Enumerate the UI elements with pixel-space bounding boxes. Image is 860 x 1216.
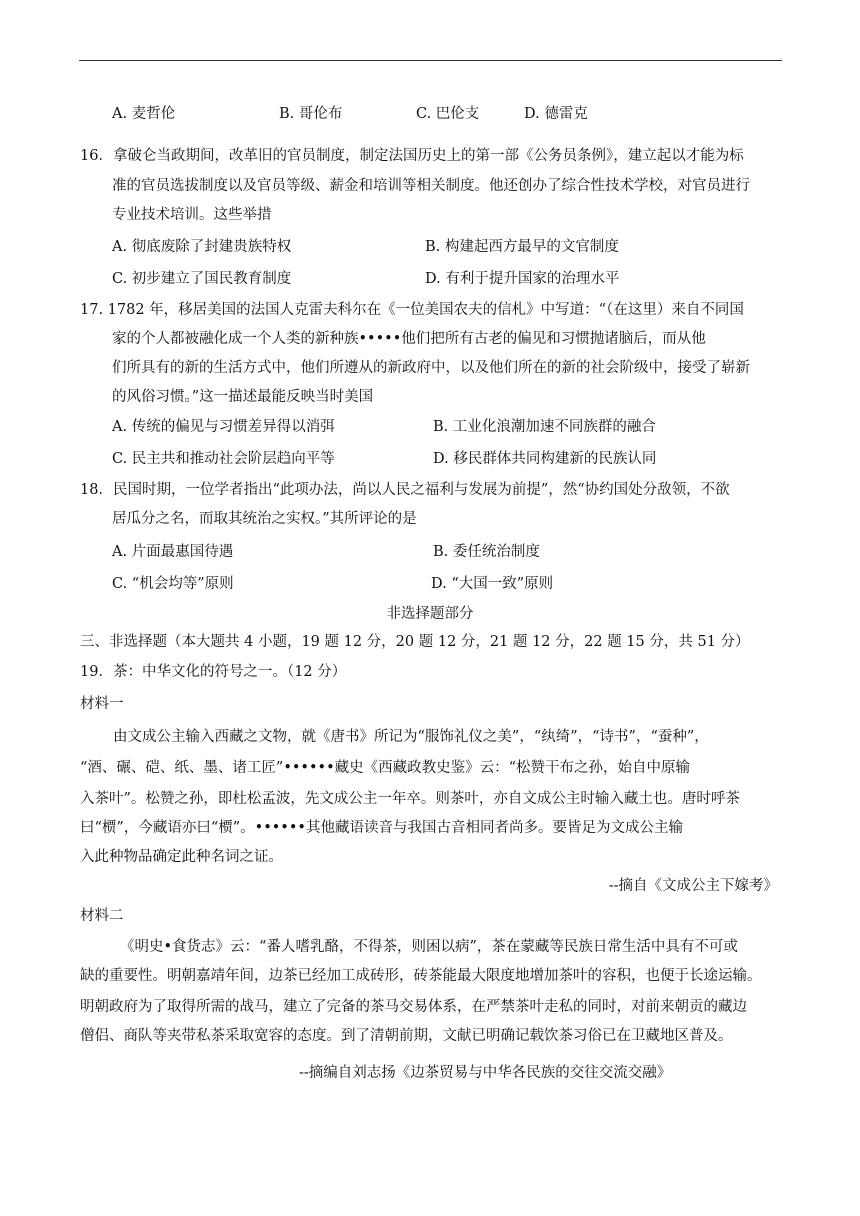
material-2-line1: 《明史•食货志》云：“番人嗜乳酪，不得茶，则困以病”，茶在蒙藏等民族日常生活中具有不可或: [120, 939, 738, 955]
q19-title: 19．茶：中华文化的符号之一。（12 分）: [80, 664, 347, 680]
q16-stem-line2: 准的官员选拔制度以及官员等级、薪金和培训等相关制度。他还创办了综合性技术学校，对官员进行: [112, 178, 750, 194]
q15-option-a: A. 麦哲伦: [112, 106, 176, 122]
material-1-label: 材料一: [80, 696, 124, 712]
material-2-line2: 缺的重要性。明朝嘉靖年间，边茶已经加工成砖形，砖茶能最大限度地增加茶叶的容积，也便于长途运输。: [80, 968, 762, 984]
material-1-line1: 由文成公主输入西藏之文物，就《唐书》所记为“服饰礼仪之美”，“纨绮”，“诗书”，“蚕种”，: [113, 729, 709, 745]
q18-option-b: B. 委任统治制度: [433, 544, 540, 560]
material-1-line3: 入茶叶”。松赞之孙，即杜松孟波，先文成公主一年卒。则茶叶，亦自文成公主时输入藏土也。唐时呼茶: [80, 791, 740, 807]
material-1-line4: 曰“槚”，今藏语亦曰“槚”。••••••其他藏语读音与我国古音相同者尚多。要皆足为文成公主输: [80, 820, 683, 836]
material-1-line5: 入此种物品确定此种名词之证。: [80, 849, 283, 865]
q17-stem-line1: 17. 1782 年，移居美国的法国人克雷夫科尔在《一位美国农夫的信札》中写道：“（在这里）来自不同国: [80, 302, 744, 318]
q18-option-c: C. “机会均等”原则: [112, 576, 234, 592]
q18-stem-line2: 居瓜分之名，而取其统治之实权。”其所评论的是: [112, 511, 417, 527]
q17-stem-line2: 家的个人都被融化成一个人类的新种族•••••他们把所有古老的偏见和习惯抛诸脑后，而从他: [112, 331, 706, 347]
q16-option-d: D. 有利于提升国家的治理水平: [425, 271, 620, 287]
q18-stem-line1: 18．民国时期，一位学者指出“此项办法，尚以人民之福利与发展为前提”，然“协约国处分敌领，不欲: [80, 482, 730, 498]
q15-option-d: D. 德雷克: [524, 106, 588, 122]
section-3-heading: 三、非选择题（本大题共 4 小题，19 题 12 分，20 题 12 分，21 题 12 分，22 题 15 分，共 51 分）: [80, 634, 750, 650]
material-2-line4: 僧侣、商队等夹带私茶采取宽容的态度。到了清朝前期，文献已明确记载饮茶习俗已在卫藏地区普及。: [80, 1028, 733, 1044]
q17-option-b: B. 工业化浪潮加速不同族群的融合: [433, 419, 656, 435]
q15-option-c: C. 巴伦支: [416, 106, 480, 122]
material-2-line3: 明朝政府为了取得所需的战马，建立了完备的茶马交易体系，在严禁茶叶走私的同时，对前来朝贡的藏边: [80, 999, 747, 1015]
q16-stem-line1: 16．拿破仑当政期间，改革旧的官员制度，制定法国历史上的第一部《公务员条例》，建立起以才能为标: [80, 148, 744, 164]
q16-option-b: B. 构建起西方最早的文官制度: [425, 239, 619, 255]
q16-stem-line3: 专业技术培训。这些举措: [112, 207, 272, 223]
material-2-source: --摘编自刘志扬《边茶贸易与中华各民族的交往交流交融》: [299, 1065, 672, 1081]
q18-option-d: D. “大国一致”原则: [431, 576, 554, 592]
q17-option-a: A. 传统的偏见与习惯差异得以消弭: [112, 419, 335, 435]
material-1-line2: “酒、碾、硙、纸、墨、诸工匠”••••••藏史《西藏政教史鉴》云：“松赞干布之孙，始自中原输: [80, 760, 691, 776]
q17-stem-line4: 的风俗习惯。”这一描述最能反映当时美国: [112, 389, 374, 405]
q18-option-a: A. 片面最惠国待遇: [112, 544, 234, 560]
q16-option-c: C. 初步建立了国民教育制度: [112, 271, 292, 287]
q17-stem-line3: 们所具有的新的生活方式中，他们所遵从的新政府中，以及他们所在的新的社会阶级中，接受了崭新: [112, 360, 750, 376]
q17-option-d: D. 移民群体共同构建新的民族认同: [433, 451, 657, 467]
q15-option-b: B. 哥伦布: [279, 106, 343, 122]
q17-option-c: C. 民主共和推动社会阶层趋向平等: [112, 451, 335, 467]
material-1-source: --摘自《文成公主下嫁考》: [608, 878, 778, 894]
material-2-label: 材料二: [80, 908, 124, 924]
q16-option-a: A. 彻底废除了封建贵族特权: [112, 239, 292, 255]
section-title: 非选择题部分: [386, 606, 474, 622]
header-rule: [79, 60, 782, 61]
